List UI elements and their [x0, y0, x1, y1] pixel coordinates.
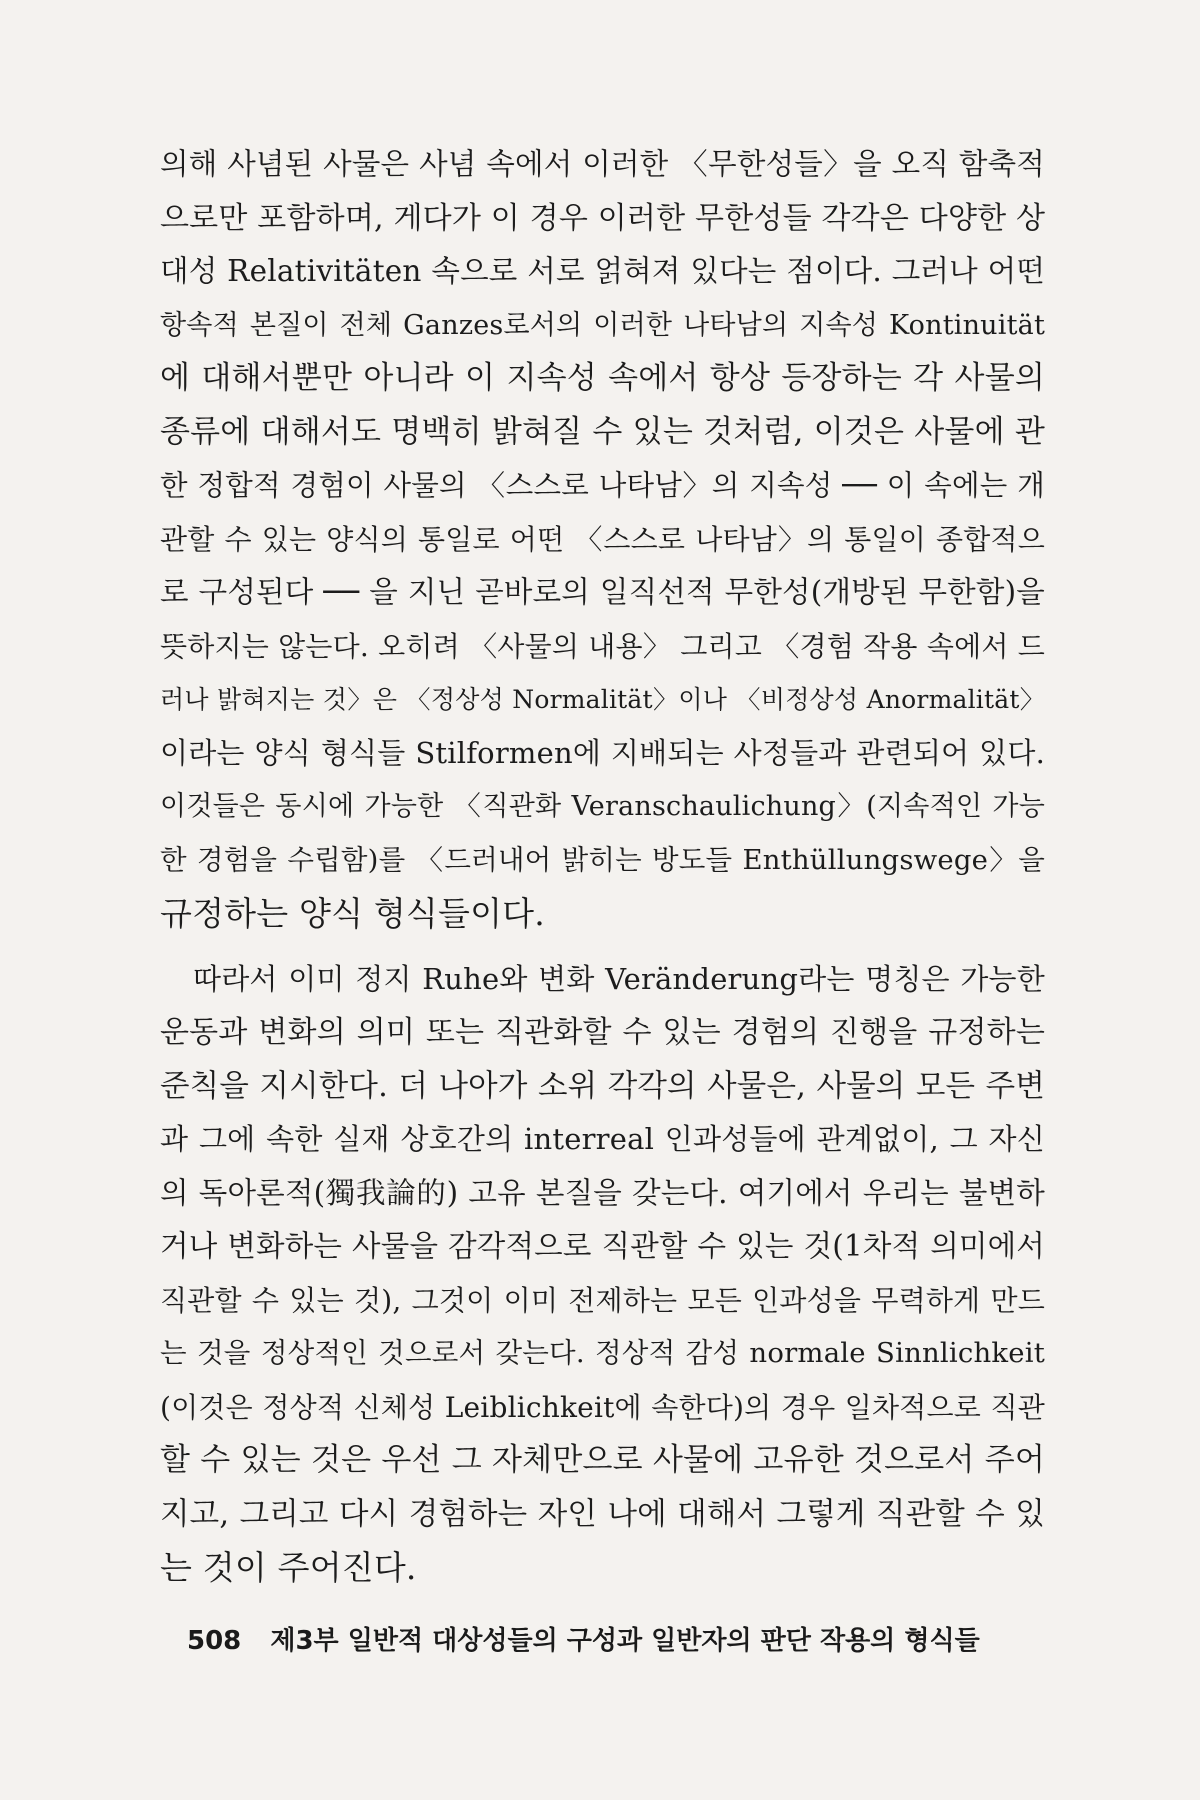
text-line: 관할 수 있는 양식의 통일로 어떤 〈스스로 나타남〉의 통일이 종합적으	[160, 522, 1045, 556]
text-line: 에 대해서뿐만 아니라 이 지속성 속에서 항상 등장하는 각 사물의	[160, 360, 1045, 396]
text-line: 대성 Relativitäten 속으로 서로 얽혀져 있다는 점이다. 그러나 어떤	[160, 254, 1045, 288]
running-title: 제3부 일반적 대상성들의 구성과 일반자의 판단 작용의 형식들	[270, 1626, 980, 1656]
text-line: 종류에 대해서도 명백히 밝혀질 수 있는 것처럼, 이것은 사물에 관	[160, 413, 1045, 450]
text-line: 항속적 본질이 전체 Ganzes로서의 이러한 나타남의 지속성 Kontinuität	[160, 309, 1045, 341]
text-line: 이라는 양식 형식들 Stilformen에 지배되는 사정들과 관련되어 있다.	[160, 735, 1045, 770]
text-line: 운동과 변화의 의미 또는 직관화할 수 있는 경험의 진행을 규정하는	[160, 1015, 1045, 1050]
paragraph-2	[160, 953, 1045, 1595]
text-line: 직관할 수 있는 것), 그것이 이미 전제하는 모든 인과성을 무력하게 만드	[160, 1283, 1045, 1317]
text-line: 한 경험을 수립함)를 〈드러내어 밝히는 방도들 Enthüllungswege〉을	[160, 843, 1045, 876]
text-line: 이것들은 동시에 가능한 〈직관화 Veranschaulichung〉(지속적인 가능	[160, 791, 1045, 822]
text-line: 의해 사념된 사물은 사념 속에서 이러한 〈무한성들〉을 오직 함축적	[160, 147, 1045, 181]
text-line: 는 것을 정상적인 것으로서 갖는다. 정상적 감성 normale Sinnlichkeit	[160, 1337, 1045, 1369]
text-line: 로 구성된다 ── 을 지닌 곧바로의 일직선적 무한성(개방된 무한함)을	[160, 575, 1045, 609]
text-line: 한 정합적 경험이 사물의 〈스스로 나타남〉의 지속성 ── 이 속에는 개	[160, 469, 1045, 502]
text-line: 으로만 포함하며, 게다가 이 경우 이러한 무한성들 각각은 다양한 상	[160, 200, 1046, 236]
page-number: 508	[187, 1626, 242, 1656]
text-line: 는 것이 주어진다.	[160, 1548, 417, 1587]
text-line: 러나 밝혀지는 것〉은 〈정상성 Normalität〉이나 〈비정상성 Anormalität〉	[160, 685, 1045, 714]
paragraph-1	[160, 138, 1045, 941]
text-line: 규정하는 양식 형식들이다.	[160, 894, 545, 933]
text-line: 뜻하지는 않는다. 오히려 〈사물의 내용〉 그리고 〈경험 작용 속에서 드	[160, 629, 1045, 663]
text-line: (이것은 정상적 신체성 Leiblichkeit에 속한다)의 경우 일차적으로 직관	[160, 1390, 1045, 1424]
text-line: 의 독아론적(獨我論的) 고유 본질을 갖는다. 여기에서 우리는 불변하	[160, 1175, 1045, 1210]
body-text	[160, 138, 1045, 1595]
text-line: 할 수 있는 것은 우선 그 자체만으로 사물에 고유한 것으로서 주어	[160, 1442, 1045, 1478]
text-line: 과 그에 속한 실재 상호간의 interreal 인과성들에 관계없이, 그 자신	[160, 1122, 1045, 1156]
page-footer	[187, 1620, 980, 1657]
text-line: 준칙을 지시한다. 더 나아가 소위 각각의 사물은, 사물의 모든 주변	[160, 1068, 1045, 1104]
text-line: 거나 변화하는 사물을 감각적으로 직관할 수 있는 것(1차적 의미에서	[160, 1229, 1045, 1263]
text-line: 지고, 그리고 다시 경험하는 자인 나에 대해서 그렇게 직관할 수 있	[160, 1496, 1045, 1532]
text-line: 따라서 이미 정지 Ruhe와 변화 Veränderung라는 명칭은 가능한	[193, 961, 1045, 996]
